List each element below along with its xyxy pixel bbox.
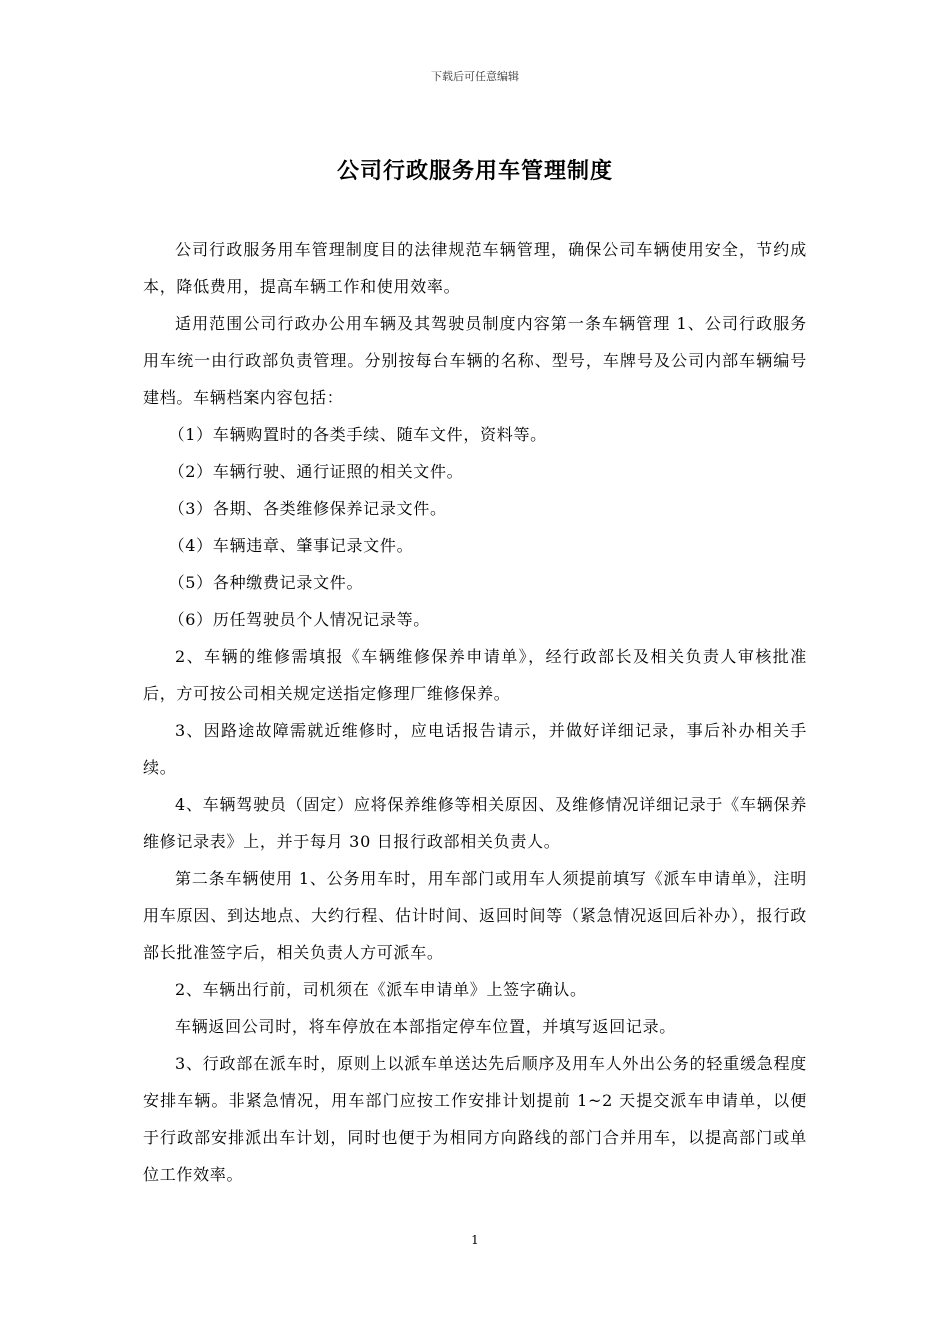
paragraph-vehicle-use: 第二条车辆使用 1、公务用车时，用车部门或用车人须提前填写《派车申请单》，注明用车原因、到达地点、大约行程、估计时间、返回时间等（紧急情况返回后补办），报行政部长批准签字后，相关负责人方可派车。: [143, 869, 807, 962]
document-title: 公司行政服务用车管理制度: [336, 159, 613, 184]
paragraph-driver-sign: 2、车辆出行前，司机须在《派车申请单》上签字确认。: [175, 980, 587, 999]
paragraph-dispatch-order: 3、行政部在派车时，原则上以派车单送达先后顺序及用车人外出公务的轻重缓急程度安排车辆。非紧急情况，用车部门应按工作安排计划提前 1~2 天提交派车申请单，以便于行政部安排派出车计划，同时也便于为相同方向路线的部门合并用车，以提高部门或单位工作效率。: [143, 1054, 807, 1184]
paragraph-purpose: 公司行政服务用车管理制度目的法律规范车辆管理，确保公司车辆使用安全，节约成本，降低费用，提高车辆工作和使用效率。: [143, 240, 807, 296]
page-number: 1: [471, 1233, 479, 1247]
document-body: [143, 231, 807, 1193]
list-item: （2）车辆行驶、通行证照的相关文件。: [168, 462, 464, 481]
paragraph-vehicle-return: 车辆返回公司时，将车停放在本部指定停车位置，并填写返回记录。: [175, 1017, 677, 1036]
list-item: （4）车辆违章、肇事记录文件。: [168, 536, 414, 555]
header-note: 下载后可任意编辑: [431, 70, 519, 83]
list-item: （1）车辆购置时的各类手续、随车文件，资料等。: [168, 425, 547, 444]
list-item: （6）历任驾驶员个人情况记录等。: [168, 610, 430, 629]
list-item: （3）各期、各类维修保养记录文件。: [168, 499, 447, 518]
paragraph-repair-application: 2、车辆的维修需填报《车辆维修保养申请单》，经行政部长及相关负责人审核批准后，方可按公司相关规定送指定修理厂维修保养。: [143, 647, 807, 703]
list-item: （5）各种缴费记录文件。: [168, 573, 364, 592]
paragraph-maintenance-record: 4、车辆驾驶员（固定）应将保养维修等相关原因、及维修情况详细记录于《车辆保养维修记录表》上，并于每月 30 日报行政部相关负责人。: [143, 795, 807, 851]
paragraph-scope: 适用范围公司行政办公用车辆及其驾驶员制度内容第一条车辆管理 1、公司行政服务用车统一由行政部负责管理。分别按每台车辆的名称、型号，车牌号及公司内部车辆编号建档。车辆档案内容包括：: [143, 314, 807, 407]
paragraph-roadside-repair: 3、因路途故障需就近维修时，应电话报告请示，并做好详细记录，事后补办相关手续。: [143, 721, 807, 777]
